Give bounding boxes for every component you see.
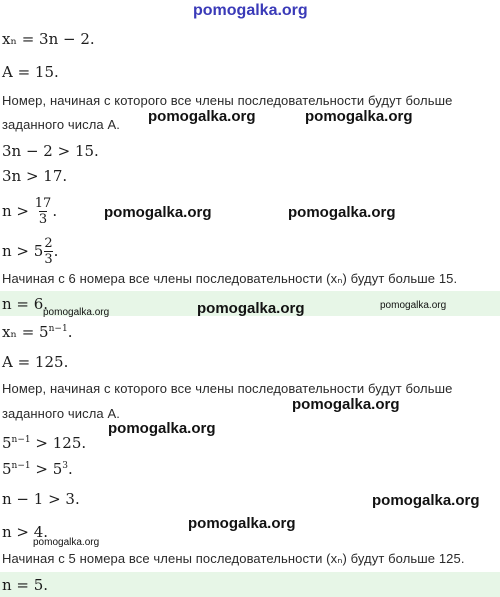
watermark: pomogalka.org — [148, 108, 256, 125]
inequality-5 — [2, 431, 86, 452]
period: . — [67, 323, 73, 341]
watermark: pomogalka.org — [380, 300, 447, 311]
answer-highlight-2 — [0, 572, 500, 597]
task-text-2: заданного числа A. — [2, 117, 120, 132]
inequality-8: n > 4. — [2, 523, 49, 541]
base: 5 — [2, 460, 12, 478]
watermark-top: pomogalka.org — [193, 2, 308, 19]
fraction-2-3 — [44, 237, 52, 267]
task-text-3: Номер, начиная с которого все члены последовательности будут больше — [2, 381, 453, 396]
watermark: pomogalka.org — [292, 396, 400, 413]
period: . — [68, 460, 73, 478]
formula-xn-2-base: xₙ = 5 — [2, 323, 49, 341]
watermark: pomogalka.org — [33, 537, 100, 548]
watermark: pomogalka.org — [197, 300, 305, 317]
watermark: pomogalka.org — [372, 492, 480, 509]
task-text-1: Номер, начиная с которого все члены последовательности будут больше — [2, 93, 453, 108]
answer-1: n = 6. — [2, 295, 49, 313]
fraction-17-3 — [35, 197, 52, 227]
formula-a-1: A = 15. — [2, 63, 59, 81]
task-text-4: заданного числа A. — [2, 406, 120, 421]
exponent: n−1 — [11, 461, 31, 471]
inequality-6-right: > 5 — [30, 460, 63, 478]
answer-2: n = 5. — [2, 576, 49, 594]
inequality-5-right: > 125. — [30, 434, 87, 452]
fraction-denominator: 3 — [38, 212, 48, 227]
inequality-4 — [2, 237, 58, 267]
base: 5 — [2, 434, 12, 452]
watermark: pomogalka.org — [43, 307, 110, 318]
fraction-denominator: 3 — [44, 252, 53, 267]
watermark: pomogalka.org — [288, 204, 396, 221]
inequality-3 — [2, 197, 57, 227]
exponent: n−1 — [48, 324, 68, 334]
exponent: n−1 — [11, 435, 31, 445]
watermark: pomogalka.org — [108, 420, 216, 437]
watermark: pomogalka.org — [305, 108, 413, 125]
inequality-6 — [2, 457, 73, 478]
inequality-2: 3n > 17. — [2, 167, 68, 185]
formula-xn-2 — [2, 320, 72, 341]
inequality-1: 3n − 2 > 15. — [2, 142, 99, 160]
watermark: pomogalka.org — [104, 204, 212, 221]
inequality-3-left: n > — [2, 202, 29, 220]
period: . — [52, 202, 58, 220]
inequality-4-left: n > 5 — [2, 242, 44, 260]
inequality-7: n − 1 > 3. — [2, 490, 80, 508]
exponent: 3 — [62, 461, 69, 471]
fraction-numerator: 17 — [34, 196, 52, 211]
formula-xn-1: xₙ = 3n − 2. — [2, 30, 95, 48]
period: . — [53, 242, 59, 260]
fraction-numerator: 2 — [44, 236, 53, 251]
conclusion-1: Начиная с 6 номера все члены последовательности (xₙ) будут больше 15. — [2, 271, 458, 286]
formula-a-2: A = 125. — [2, 353, 69, 371]
conclusion-2: Начиная с 5 номера все члены последовательности (xₙ) будут больше 125. — [2, 551, 465, 566]
watermark: pomogalka.org — [188, 515, 296, 532]
